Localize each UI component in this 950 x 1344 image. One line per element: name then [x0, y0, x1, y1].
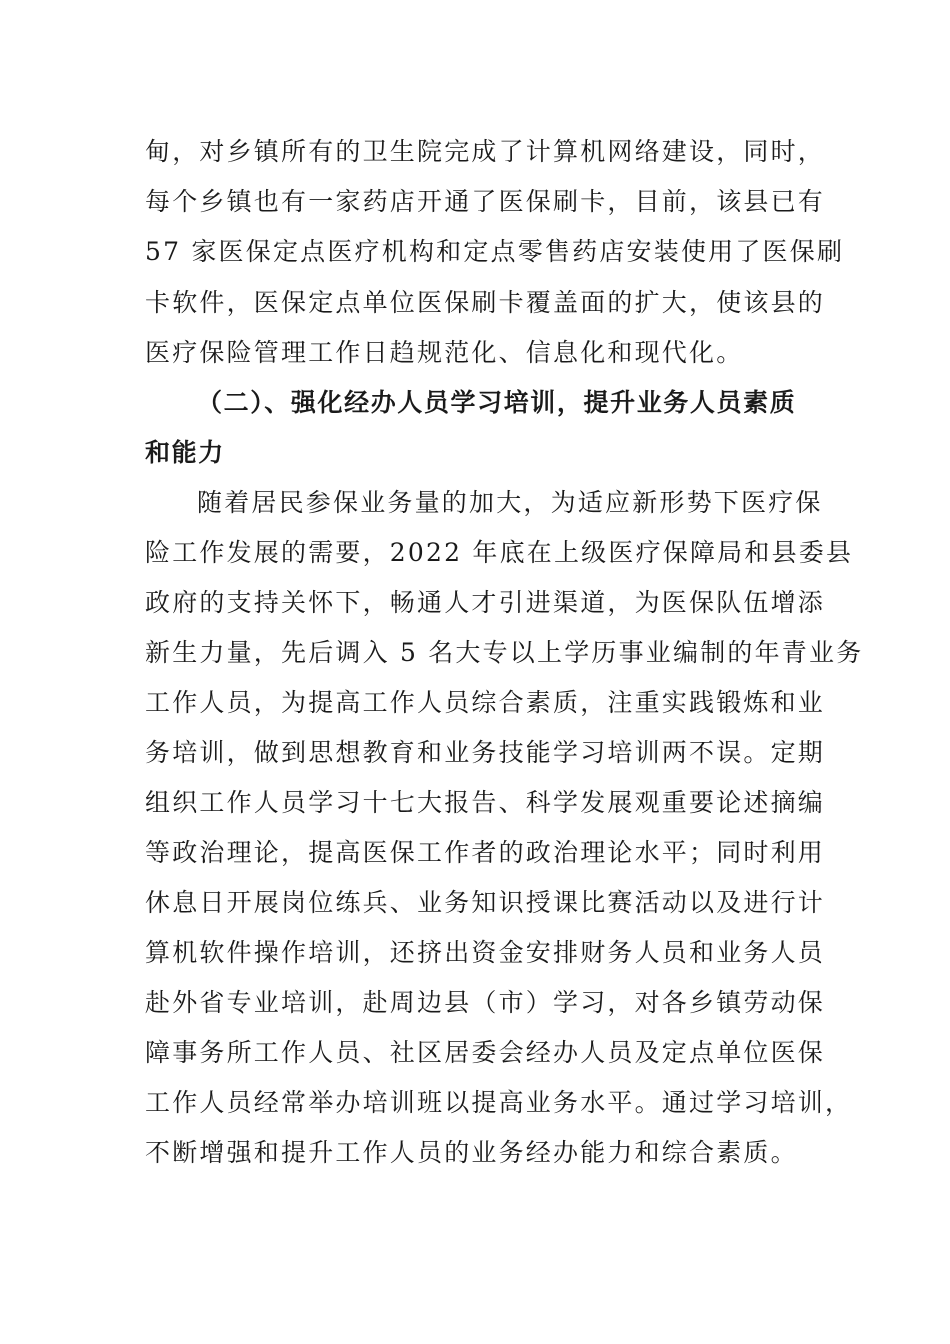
- paragraph-line: 新生力量，先后调入 5 名大专以上学历事业编制的年青业务: [145, 638, 864, 667]
- paragraph-line: 赴外省专业培训，赴周边县（市）学习，对各乡镇劳动保: [145, 988, 826, 1017]
- paragraph-line: 工作人员，为提高工作人员综合素质，注重实践锻炼和业: [145, 688, 826, 717]
- body-text-line: 医疗保险管理工作日趋规范化、信息化和现代化。: [145, 338, 744, 367]
- body-text-line: 甸，对乡镇所有的卫生院完成了计算机网络建设，同时，: [145, 137, 826, 166]
- paragraph-line: 随着居民参保业务量的加大，为适应新形势下医疗保: [197, 488, 823, 517]
- paragraph-line: 不断增强和提升工作人员的业务经办能力和综合素质。: [145, 1138, 798, 1167]
- paragraph-line: 算机软件操作培训，还挤出资金安排财务人员和业务人员: [145, 938, 826, 967]
- section-heading: （二）、强化经办人员学习培训，提升业务人员素质: [197, 388, 797, 417]
- body-text-line: 57 家医保定点医疗机构和定点零售药店安装使用了医保刷: [145, 237, 845, 266]
- paragraph-line: 休息日开展岗位练兵、业务知识授课比赛活动以及进行计: [145, 888, 826, 917]
- paragraph-line: 务培训，做到思想教育和业务技能学习培训两不误。定期: [145, 738, 826, 767]
- body-text-line: 卡软件，医保定点单位医保刷卡覆盖面的扩大，使该县的: [145, 288, 826, 317]
- paragraph-line: 等政治理论，提高医保工作者的政治理论水平；同时利用: [145, 838, 826, 867]
- section-heading: 和能力: [145, 438, 225, 467]
- paragraph-line: 政府的支持关怀下，畅通人才引进渠道，为医保队伍增添: [145, 588, 826, 617]
- paragraph-line: 障事务所工作人员、社区居委会经办人员及定点单位医保: [145, 1038, 826, 1067]
- paragraph-line: 组织工作人员学习十七大报告、科学发展观重要论述摘编: [145, 788, 826, 817]
- paragraph-line: 工作人员经常举办培训班以提高业务水平。通过学习培训，: [145, 1088, 853, 1117]
- body-text-line: 每个乡镇也有一家药店开通了医保刷卡，目前，该县已有: [145, 187, 826, 216]
- paragraph-line: 险工作发展的需要，2022 年底在上级医疗保障局和县委县: [145, 538, 854, 567]
